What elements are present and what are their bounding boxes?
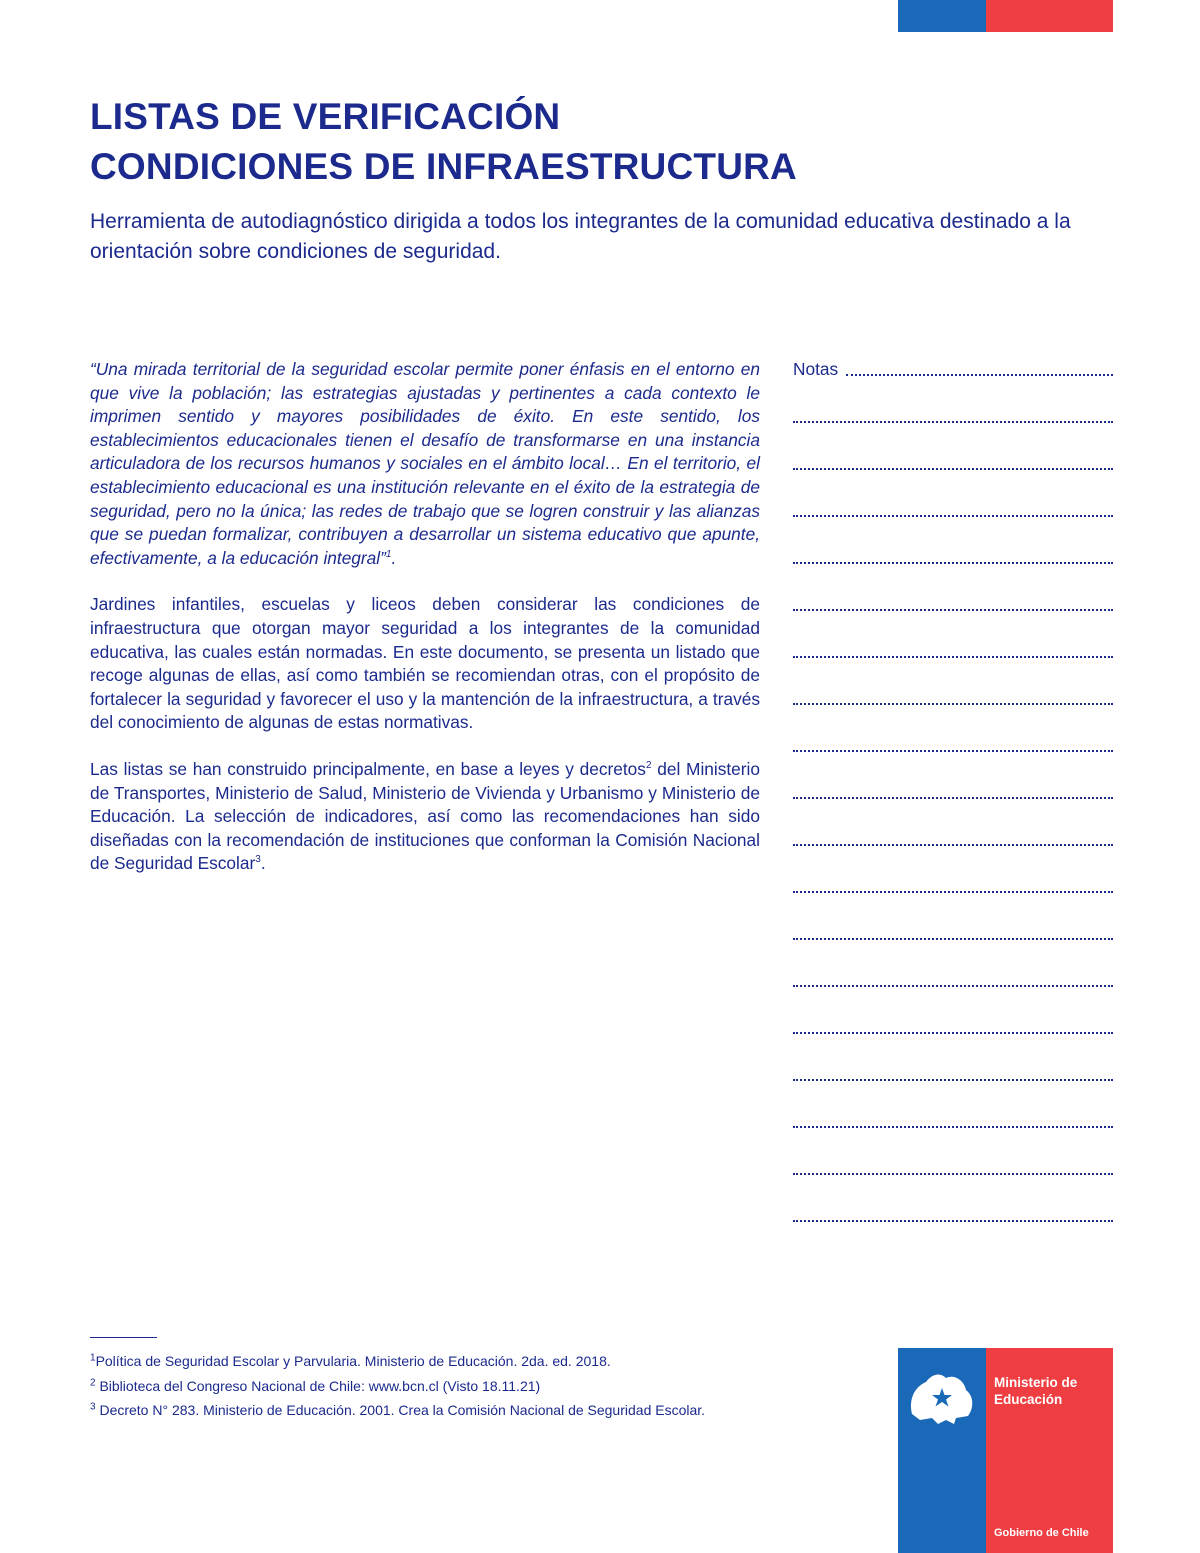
page-title [90, 92, 797, 192]
footnote-divider [90, 1337, 157, 1338]
notes-dotted-line [793, 1032, 1113, 1034]
subtitle: Herramienta de autodiagnóstico dirigida a todos los integrantes de la comunidad educativa destinado a la orientación sobre condiciones de seguridad. [90, 210, 1071, 263]
footnotes [90, 1349, 770, 1423]
footnote-ref-3: 3 [255, 854, 261, 866]
notes-dotted-line [793, 1173, 1113, 1175]
ministry-name-line-2: Educación [994, 1392, 1063, 1407]
body-text [90, 358, 760, 899]
title-line-2: CONDICIONES DE INFRAESTRUCTURA [90, 146, 797, 187]
notes-dotted-line [793, 562, 1113, 564]
notes-label: Notas [793, 359, 839, 379]
notes-line [793, 1134, 1113, 1181]
notes-column [793, 360, 1113, 1228]
footnote-1-number: 1 [90, 1352, 96, 1364]
paragraph-3-end: . [260, 853, 266, 874]
notes-line [793, 1040, 1113, 1087]
quote-end: . [391, 547, 397, 568]
notes-dotted-line [793, 656, 1113, 658]
notes-dotted-line [793, 797, 1113, 799]
chile-coat-of-arms-icon [906, 1368, 978, 1424]
footnote-3 [90, 1398, 770, 1423]
paragraph-2: Jardines infantiles, escuelas y liceos deben considerar las condiciones de infraestructura que otorgan mayor seguridad a los integrantes de la comunidad educativa, las cuales están normadas. En este documento, se presenta un listado que recoge algunas de ellas, así como también se recomiendan otras, con el propósito de fortalecer la seguridad y favorecer el uso y la mantención de la infraestructura, a través del conocimiento de algunas de estas normativas. [90, 594, 760, 733]
footnote-3-text: Decreto N° 283. Ministerio de Educación. 2001. Crea la Comisión Nacional de Seguridad Escolar. [95, 1402, 706, 1418]
notes-line [793, 617, 1113, 664]
top-flag-red [986, 0, 1113, 32]
footnote-2-text: Biblioteca del Congreso Nacional de Chile: www.bcn.cl (Visto 18.11.21) [95, 1377, 541, 1394]
notes-line [793, 711, 1113, 758]
notes-line [793, 1181, 1113, 1228]
notes-dotted-line [793, 1079, 1113, 1081]
notes-dotted-line [793, 468, 1113, 470]
logo-blue-panel [898, 1348, 986, 1553]
notes-dotted-line [793, 515, 1113, 517]
notes-line [793, 899, 1113, 946]
notes-line [793, 852, 1113, 899]
notes-dotted-line [793, 703, 1113, 705]
notes-dotted-line [793, 609, 1113, 611]
notes-dotted-line [793, 985, 1113, 987]
notes-line [793, 758, 1113, 805]
notes-line [793, 946, 1113, 993]
ministry-name-line-1: Ministerio de [994, 1375, 1078, 1390]
footnote-1 [90, 1349, 770, 1374]
ministry-name [994, 1374, 1104, 1408]
paragraph-3 [90, 758, 760, 876]
notes-line [793, 1087, 1113, 1134]
notes-line [793, 382, 1113, 429]
footnote-ref-2: 2 [645, 760, 652, 772]
footnote-3-number: 3 [90, 1401, 96, 1413]
notes-dotted-line [793, 891, 1113, 893]
notes-dotted-line [793, 1220, 1113, 1222]
top-flag-bar [898, 0, 1113, 32]
footnote-2-number: 2 [90, 1376, 96, 1388]
notes-line [793, 570, 1113, 617]
notes-line [793, 523, 1113, 570]
notes-dotted-line [793, 750, 1113, 752]
notes-dotted-line [846, 374, 1113, 376]
notes-line [793, 360, 1113, 382]
government-label: Gobierno de Chile [994, 1527, 1089, 1539]
title-line-1: LISTAS DE VERIFICACIÓN [90, 96, 561, 137]
notes-line [793, 476, 1113, 523]
notes-line [793, 664, 1113, 711]
footnote-1-text: Política de Seguridad Escolar y Parvularia. Ministerio de Educación. 2da. ed. 2018. [95, 1353, 611, 1369]
footnote-2 [90, 1374, 770, 1399]
paragraph-3-part-a: Las listas se han construido principalmente, en base a leyes y decretos [90, 758, 646, 779]
notes-dotted-line [793, 421, 1113, 423]
quote-text: “Una mirada territorial de la seguridad escolar permite poner énfasis en el entorno en que vive la población; las estrategias ajustadas y pertinentes a cada contexto le imprimen sentido y mayores posibilidades de éxito. En este sentido, los establecimientos educacionales tienen el desafío de transformarse en una instancia articuladora de los recursos humanos y sociales en el ámbito local… En el territorio, el establecimiento educacional es una institución relevante en el éxito de la estrategia de seguridad, pero no la única; las redes de trabajo que se logren construir y las alianzas que se puedan formalizar, contribuyen a desarrollar un sistema educativo que apunte, efectivamente, a la educación integral” [90, 359, 760, 568]
quote-paragraph [90, 358, 760, 570]
footnote-ref-1: 1 [385, 548, 392, 560]
notes-dotted-line [793, 844, 1113, 846]
paragraph-3-part-b: del Ministerio de Transportes, Ministerio de Salud, Ministerio de Vivienda y Urbanismo y Ministerio de Educación. La selección de indicadores, así como las recomendaciones han sido diseñadas con la recomendación de instituciones que conforman la Comisión Nacional de Seguridad Escolar [90, 758, 760, 874]
notes-line [793, 993, 1113, 1040]
notes-dotted-line [793, 1126, 1113, 1128]
notes-line [793, 429, 1113, 476]
notes-line [793, 805, 1113, 852]
top-flag-blue [898, 0, 986, 32]
logo-red-panel [986, 1348, 1113, 1553]
ministry-logo [898, 1348, 1113, 1553]
notes-dotted-line [793, 938, 1113, 940]
